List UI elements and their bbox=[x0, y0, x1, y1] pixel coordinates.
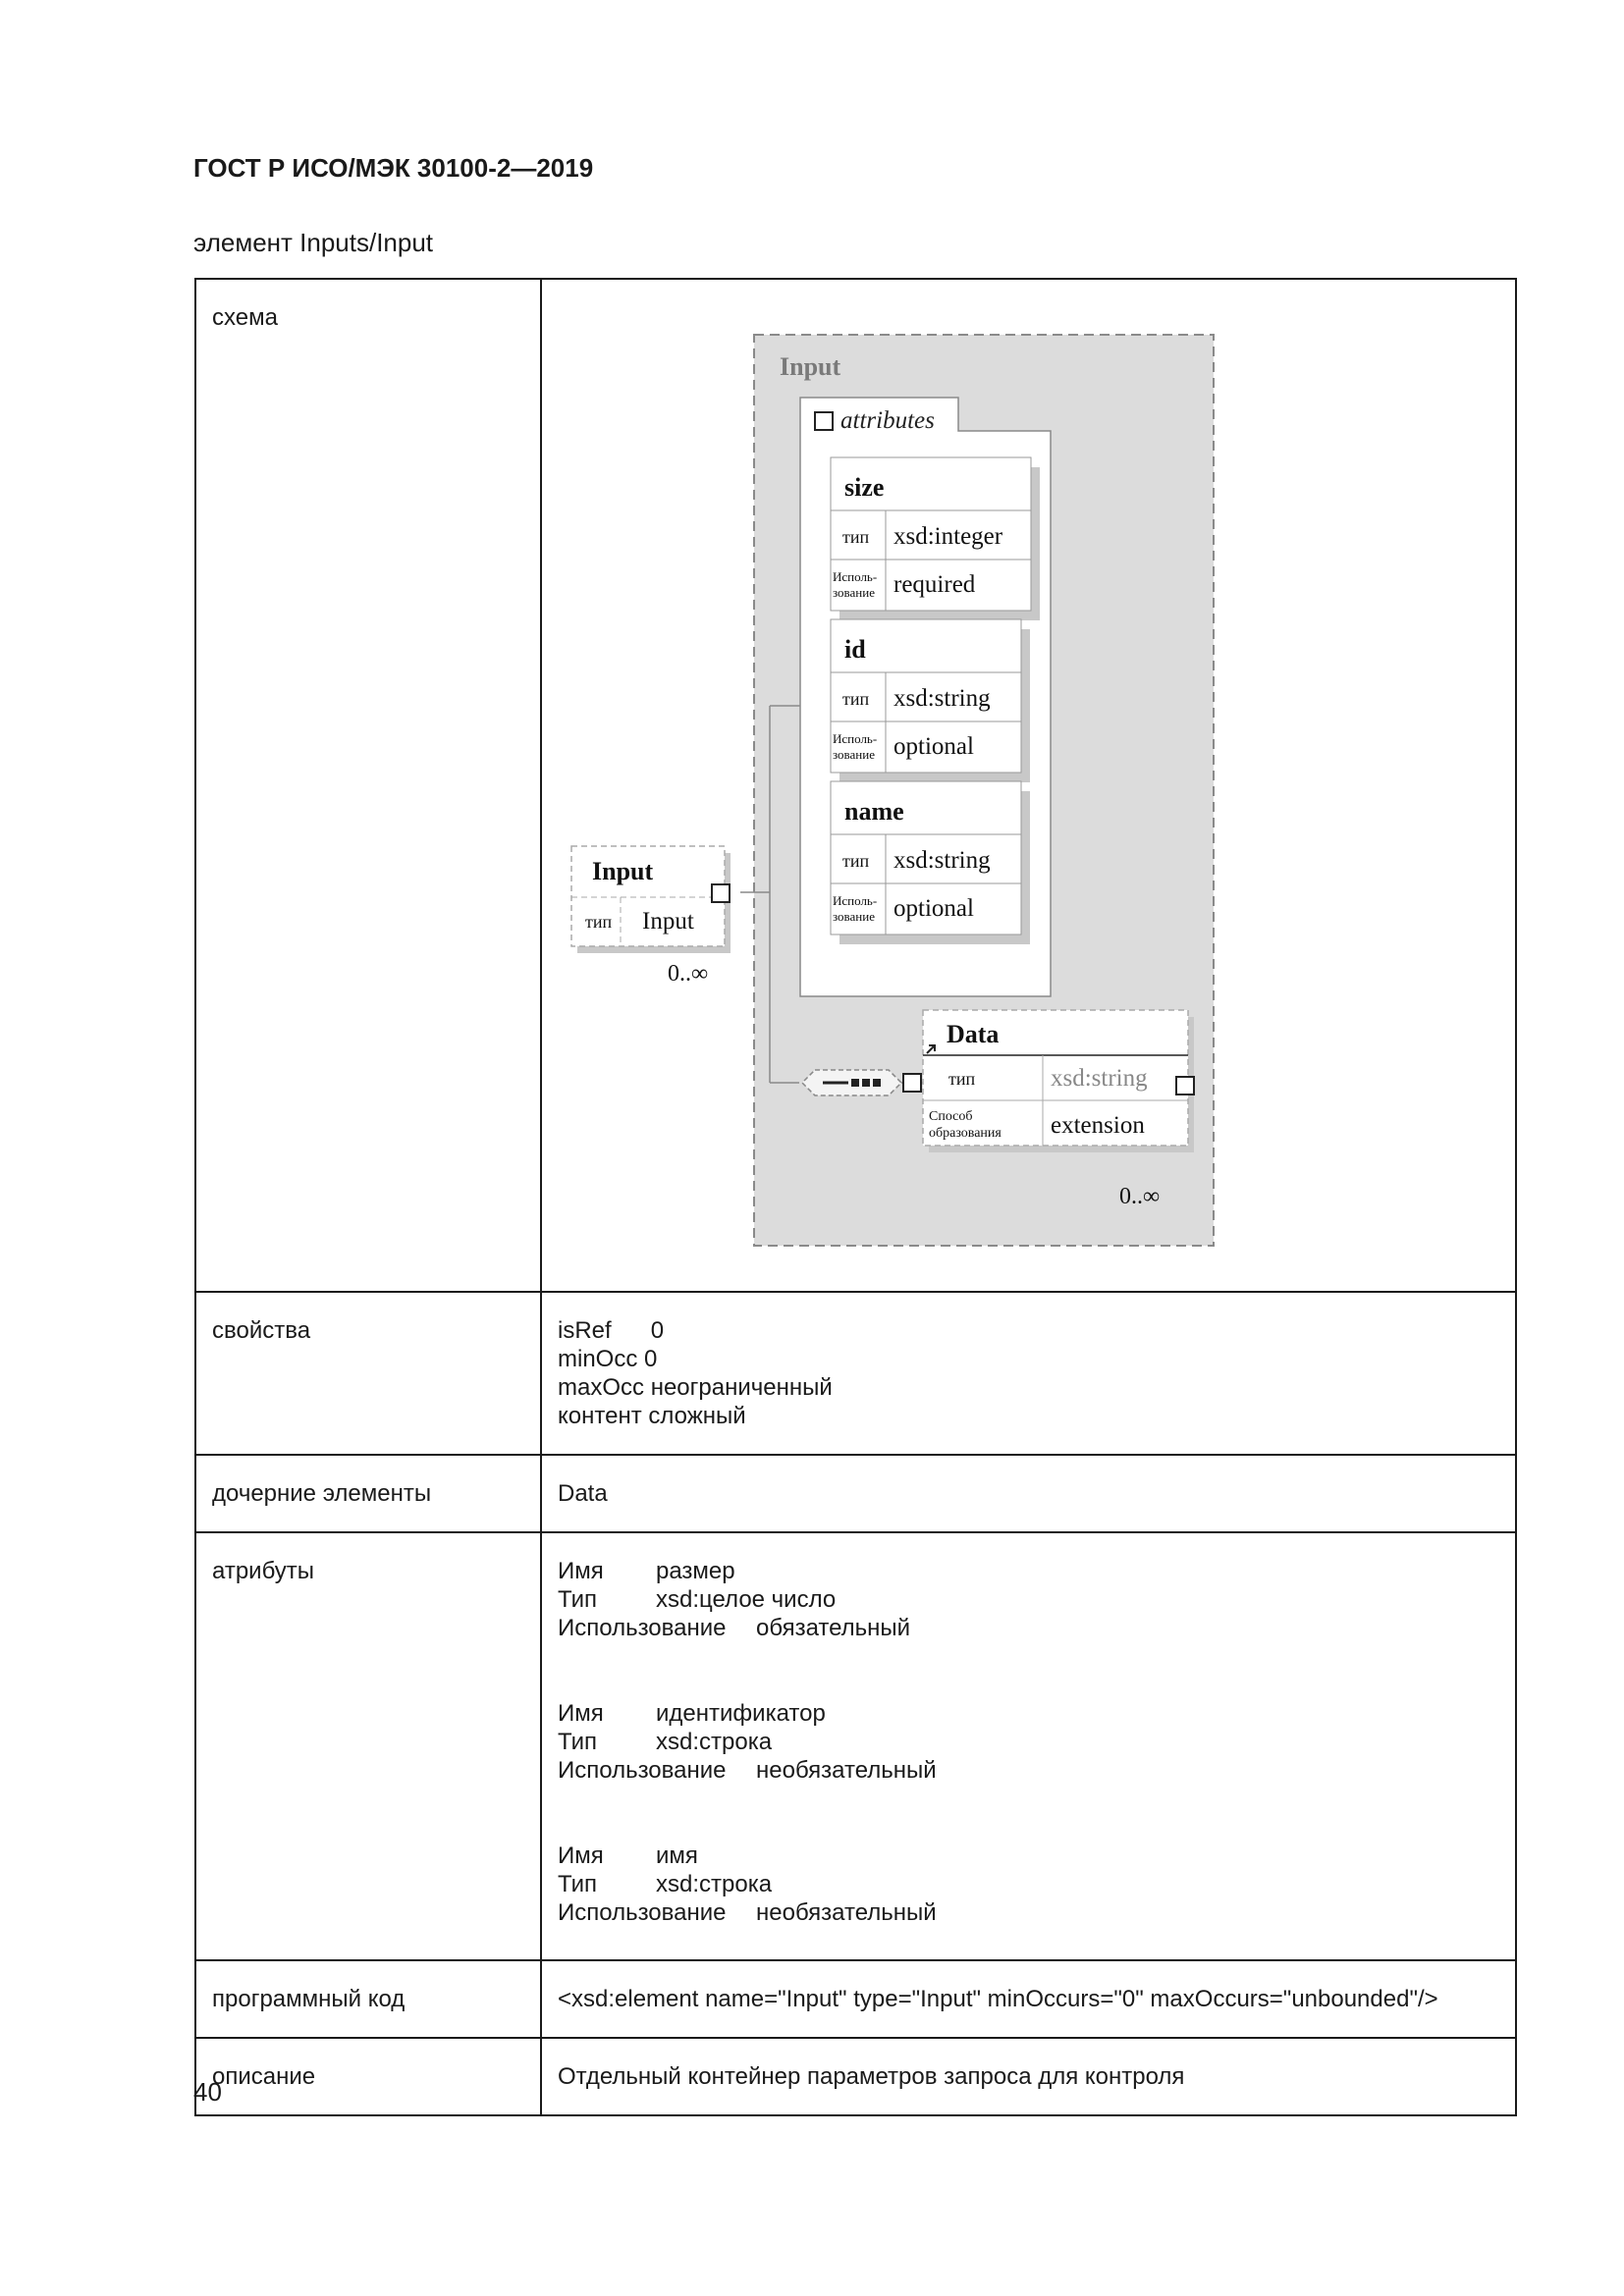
svg-text:extension: extension bbox=[1051, 1112, 1145, 1139]
svg-text:тип: тип bbox=[948, 1069, 976, 1089]
sequence-expand-icon bbox=[903, 1074, 921, 1092]
desc-value: Отдельный контейнер параметров запроса для контроля bbox=[541, 2038, 1516, 2115]
id-attr-name: id bbox=[844, 635, 866, 664]
attr-block: Имя имя Тип xsd:строка Использование необязательный bbox=[558, 1842, 937, 1926]
svg-text:Исполь-: Исполь- bbox=[833, 569, 878, 584]
svg-text:xsd:string: xsd:string bbox=[1051, 1065, 1148, 1092]
desc-label: описание bbox=[195, 2038, 541, 2115]
table-row bbox=[195, 1532, 1516, 1960]
table-row bbox=[195, 1960, 1516, 2038]
element-caption: элемент Inputs/Input bbox=[193, 228, 434, 257]
children-value: Data bbox=[541, 1455, 1516, 1532]
size-attr-name: size bbox=[844, 473, 885, 502]
table-row bbox=[195, 1455, 1516, 1532]
svg-text:зование: зование bbox=[833, 909, 875, 924]
input-expand-icon bbox=[712, 884, 730, 902]
data-occurs: 0..∞ bbox=[1119, 1184, 1161, 1209]
svg-text:Исполь-: Исполь- bbox=[833, 893, 878, 908]
svg-text:Input: Input bbox=[642, 908, 694, 934]
props-label: свойства bbox=[195, 1292, 541, 1455]
prop-line: isRef 0 bbox=[558, 1317, 665, 1344]
input-element-name: Input bbox=[592, 857, 654, 885]
schema-label: схема bbox=[195, 279, 541, 1292]
children-label: дочерние элементы bbox=[195, 1455, 541, 1532]
input-occurs: 0..∞ bbox=[668, 961, 709, 987]
table-row bbox=[195, 1292, 1516, 1455]
table-row bbox=[195, 279, 1516, 1292]
table-row bbox=[195, 2038, 1516, 2115]
prop-line: контент сложный bbox=[558, 1403, 746, 1429]
svg-text:тип: тип bbox=[842, 689, 870, 709]
attributes-collapse-icon bbox=[815, 412, 833, 430]
attr-block: Имя идентификатор Тип xsd:строка Использование необязательный bbox=[558, 1700, 937, 1784]
code-value: <xsd:element name="Input" type="Input" minOccurs="0" maxOccurs="unbounded"/> bbox=[541, 1960, 1516, 2038]
data-expand-icon bbox=[1176, 1077, 1194, 1095]
prop-line: maxOcc неограниченный bbox=[558, 1374, 833, 1401]
document-header: ГОСТ Р ИСО/МЭК 30100-2—2019 bbox=[193, 153, 594, 183]
name-attr-name: name bbox=[844, 797, 904, 826]
svg-text:optional: optional bbox=[893, 895, 974, 922]
attr-block: Имя размер Тип xsd:целое число Использование обязательный bbox=[558, 1558, 911, 1641]
schema-cell bbox=[541, 279, 1516, 1292]
svg-text:required: required bbox=[893, 571, 976, 598]
svg-text:xsd:string: xsd:string bbox=[893, 847, 991, 874]
svg-text:тип: тип bbox=[842, 851, 870, 871]
xsd-diagram bbox=[558, 303, 1499, 1273]
attrs-label: атрибуты bbox=[195, 1532, 541, 1960]
code-label: программный код bbox=[195, 1960, 541, 2038]
svg-text:тип: тип bbox=[842, 527, 870, 547]
svg-text:образования: образования bbox=[929, 1126, 1001, 1141]
data-element-name: Data bbox=[947, 1020, 1000, 1048]
svg-text:тип: тип bbox=[585, 912, 613, 932]
attrs-cell bbox=[541, 1532, 1516, 1960]
element-spec-table bbox=[194, 278, 1517, 2116]
prop-line: minOcc 0 bbox=[558, 1346, 658, 1372]
svg-text:Способ: Способ bbox=[929, 1109, 973, 1124]
svg-text:optional: optional bbox=[893, 733, 974, 760]
group-title: Input bbox=[780, 352, 841, 381]
svg-text:зование: зование bbox=[833, 585, 875, 600]
svg-text:xsd:string: xsd:string bbox=[893, 685, 991, 712]
svg-text:xsd:integer: xsd:integer bbox=[893, 523, 1003, 550]
svg-text:зование: зование bbox=[833, 747, 875, 762]
attributes-tab-label: attributes bbox=[840, 407, 935, 434]
page-number: 40 bbox=[193, 2077, 222, 2107]
svg-text:Исполь-: Исполь- bbox=[833, 731, 878, 746]
props-cell bbox=[541, 1292, 1516, 1455]
xsd-diagram-svg bbox=[558, 303, 1531, 1273]
